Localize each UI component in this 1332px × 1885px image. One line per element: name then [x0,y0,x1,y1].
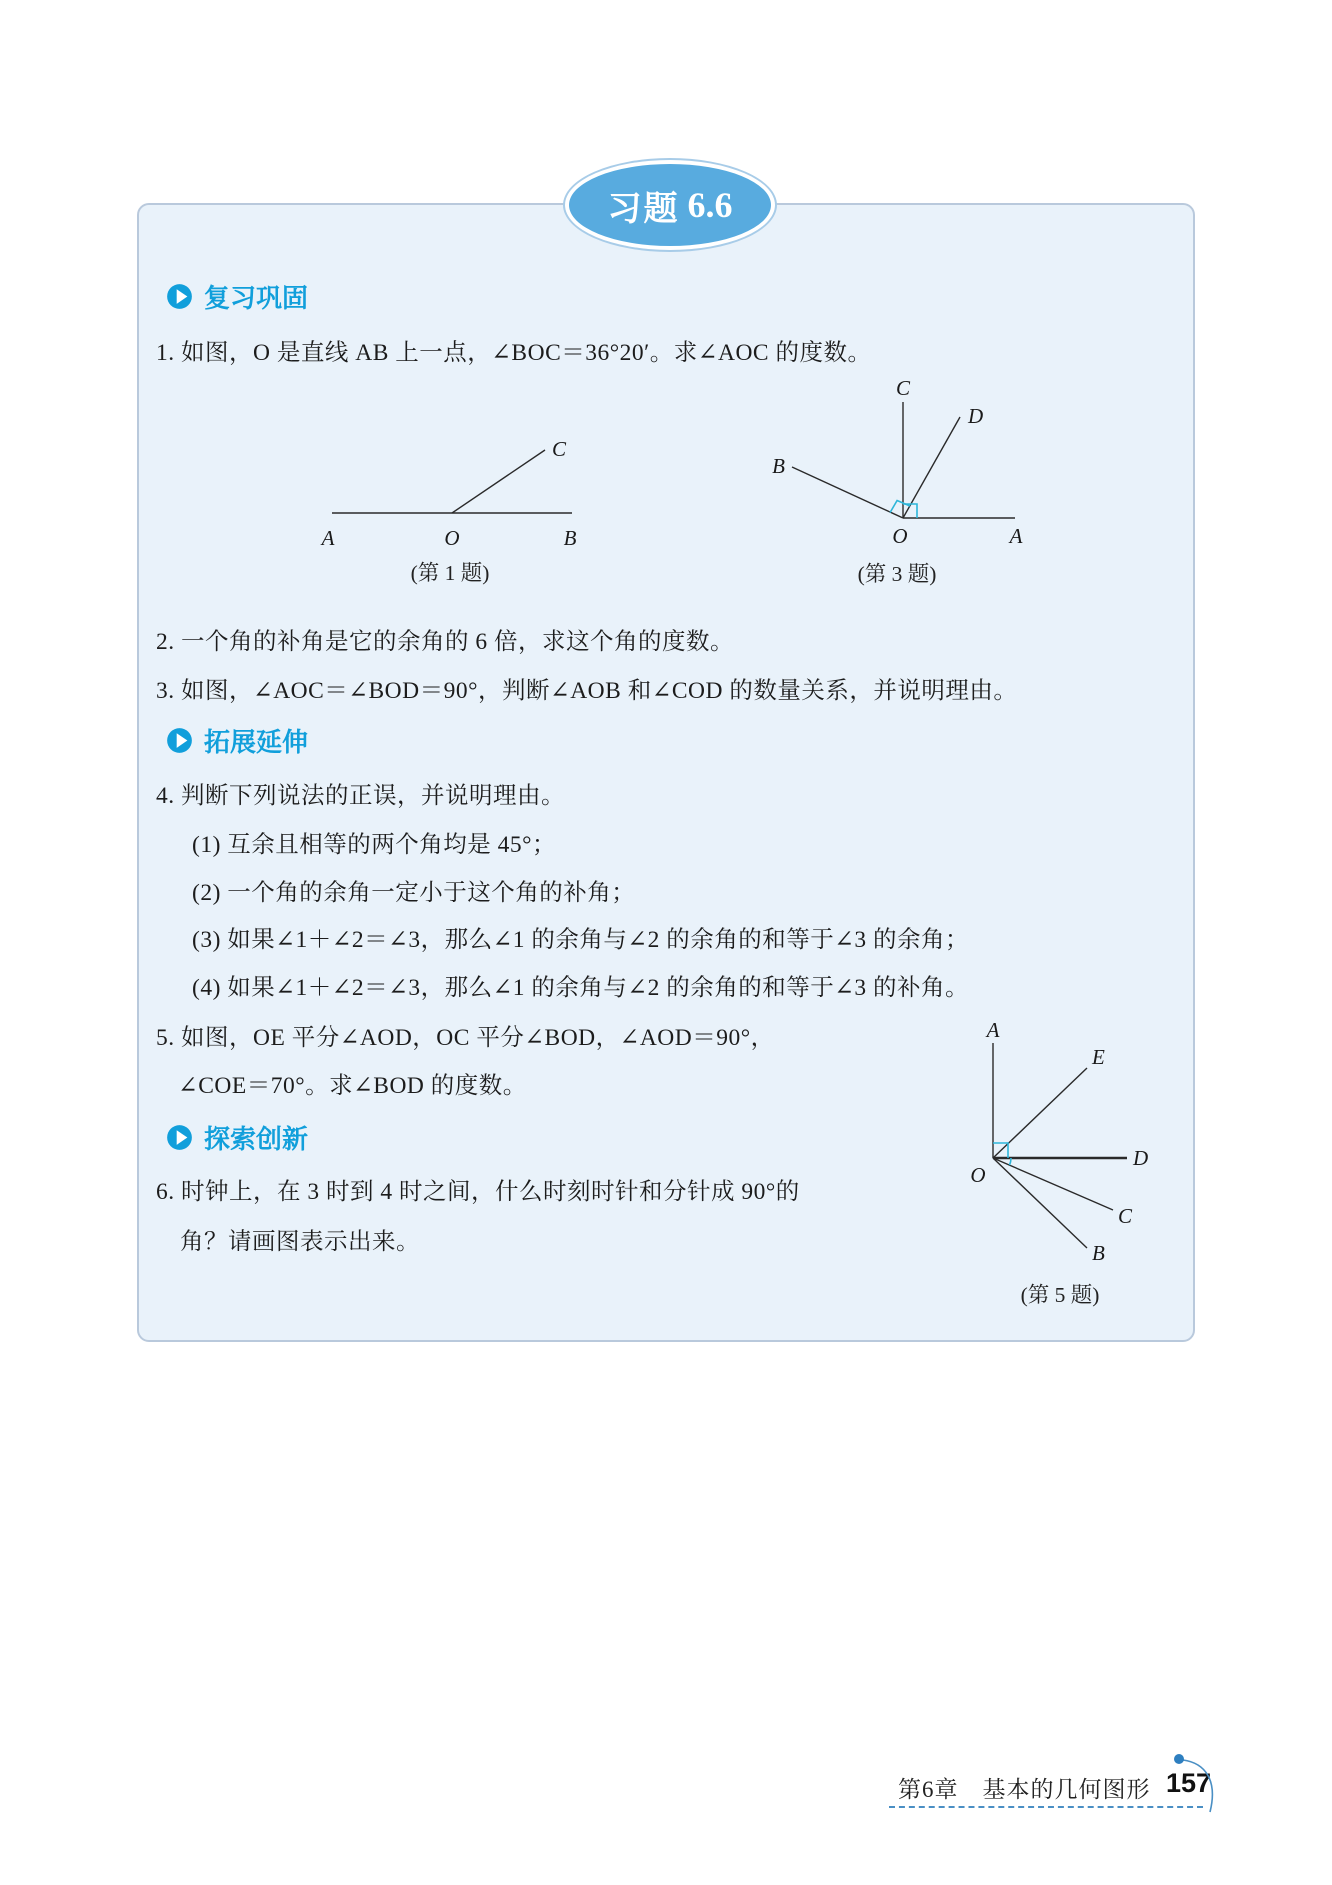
ray-OE [993,1068,1087,1158]
section-explore-label: 探索创新 [204,1124,309,1154]
ray-OC [993,1158,1113,1210]
label-C: C [895,376,911,400]
footer-page-number: 157 [1166,1768,1212,1798]
ray-OC [452,450,545,513]
ray-OB [993,1158,1087,1248]
figure-problem-1 [280,430,590,555]
play-icon [166,1124,193,1151]
ray-OB [792,467,903,518]
exercise-title-bubble [565,160,775,250]
figure-problem-3 [740,375,1040,550]
footer-chapter-number: 第6章 [898,1777,959,1802]
label-A: A [986,1022,1000,1042]
label-C: C [1118,1204,1133,1228]
problem-4-text: 4. 判断下列说法的正误，并说明理由。 [156,783,565,809]
problem-3-text: 3. 如图，∠AOC＝∠BOD＝90°，判断∠AOB 和∠COD 的数量关系，并说明理由。 [156,678,1018,704]
section-review [166,278,308,315]
label-D: D [1133,1146,1149,1170]
label-E: E [1092,1045,1105,1069]
label-B: B [772,454,785,478]
problem-4-item-3: (3) 如果∠1＋∠2＝∠3，那么∠1 的余角与∠2 的余角的和等于∠3 的余角； [192,927,970,953]
problem-6-line-1: 6. 时钟上，在 3 时到 4 时之间，什么时刻时针和分针成 90°的 [156,1179,800,1205]
ray-OD [903,417,960,518]
problem-2-text: 2. 一个角的补角是它的余角的 6 倍，求这个角的度数。 [156,629,734,655]
problem-4-item-1: (1) 互余且相等的两个角均是 45°； [192,832,557,858]
problem-5-line-1: 5. 如图，OE 平分∠AOD，OC 平分∠BOD，∠AOD＝90°， [156,1025,775,1051]
label-D: D [968,404,984,428]
section-explore [166,1119,308,1156]
problem-4-item-2: (2) 一个角的余角一定小于这个角的补角； [192,880,636,906]
label-B: B [563,526,577,550]
play-icon [166,727,193,754]
exercise-title-text: 习题 [607,189,680,228]
play-icon [166,283,193,310]
figure-5-caption: (第 5 题) [1020,1283,1100,1307]
label-A: A [321,526,335,550]
label-A: A [1009,524,1023,548]
section-extend-label: 拓展延伸 [204,727,309,757]
section-review-label: 复习巩固 [204,283,309,313]
exercise-title-number: 6.6 [687,185,733,225]
footer-dot-icon [1174,1754,1184,1764]
figure-problem-5 [950,1022,1185,1267]
problem-5-line-2: ∠COE＝70°。求∠BOD 的度数。 [178,1073,527,1099]
problem-6-line-2: 角？请画图表示出来。 [180,1229,420,1255]
label-B: B [1092,1241,1105,1265]
problem-1-text: 1. 如图，O 是直线 AB 上一点，∠BOC＝36°20′。求∠AOC 的度数。 [156,340,872,366]
label-O: O [444,526,460,550]
footer-corner-decoration [1140,1740,1250,1830]
figure-1-caption: (第 1 题) [410,561,490,585]
footer-chapter [898,1771,1151,1804]
footer-chapter-title: 基本的几何图形 [982,1777,1151,1802]
label-O: O [970,1163,986,1187]
section-extend [166,722,308,759]
footer-corner-arc [1183,1760,1212,1812]
label-O: O [892,524,908,548]
problem-4-item-4: (4) 如果∠1＋∠2＝∠3，那么∠1 的余角与∠2 的余角的和等于∠3 的补角。 [192,975,970,1001]
label-C: C [552,437,567,461]
figure-3-caption: (第 3 题) [857,562,937,586]
